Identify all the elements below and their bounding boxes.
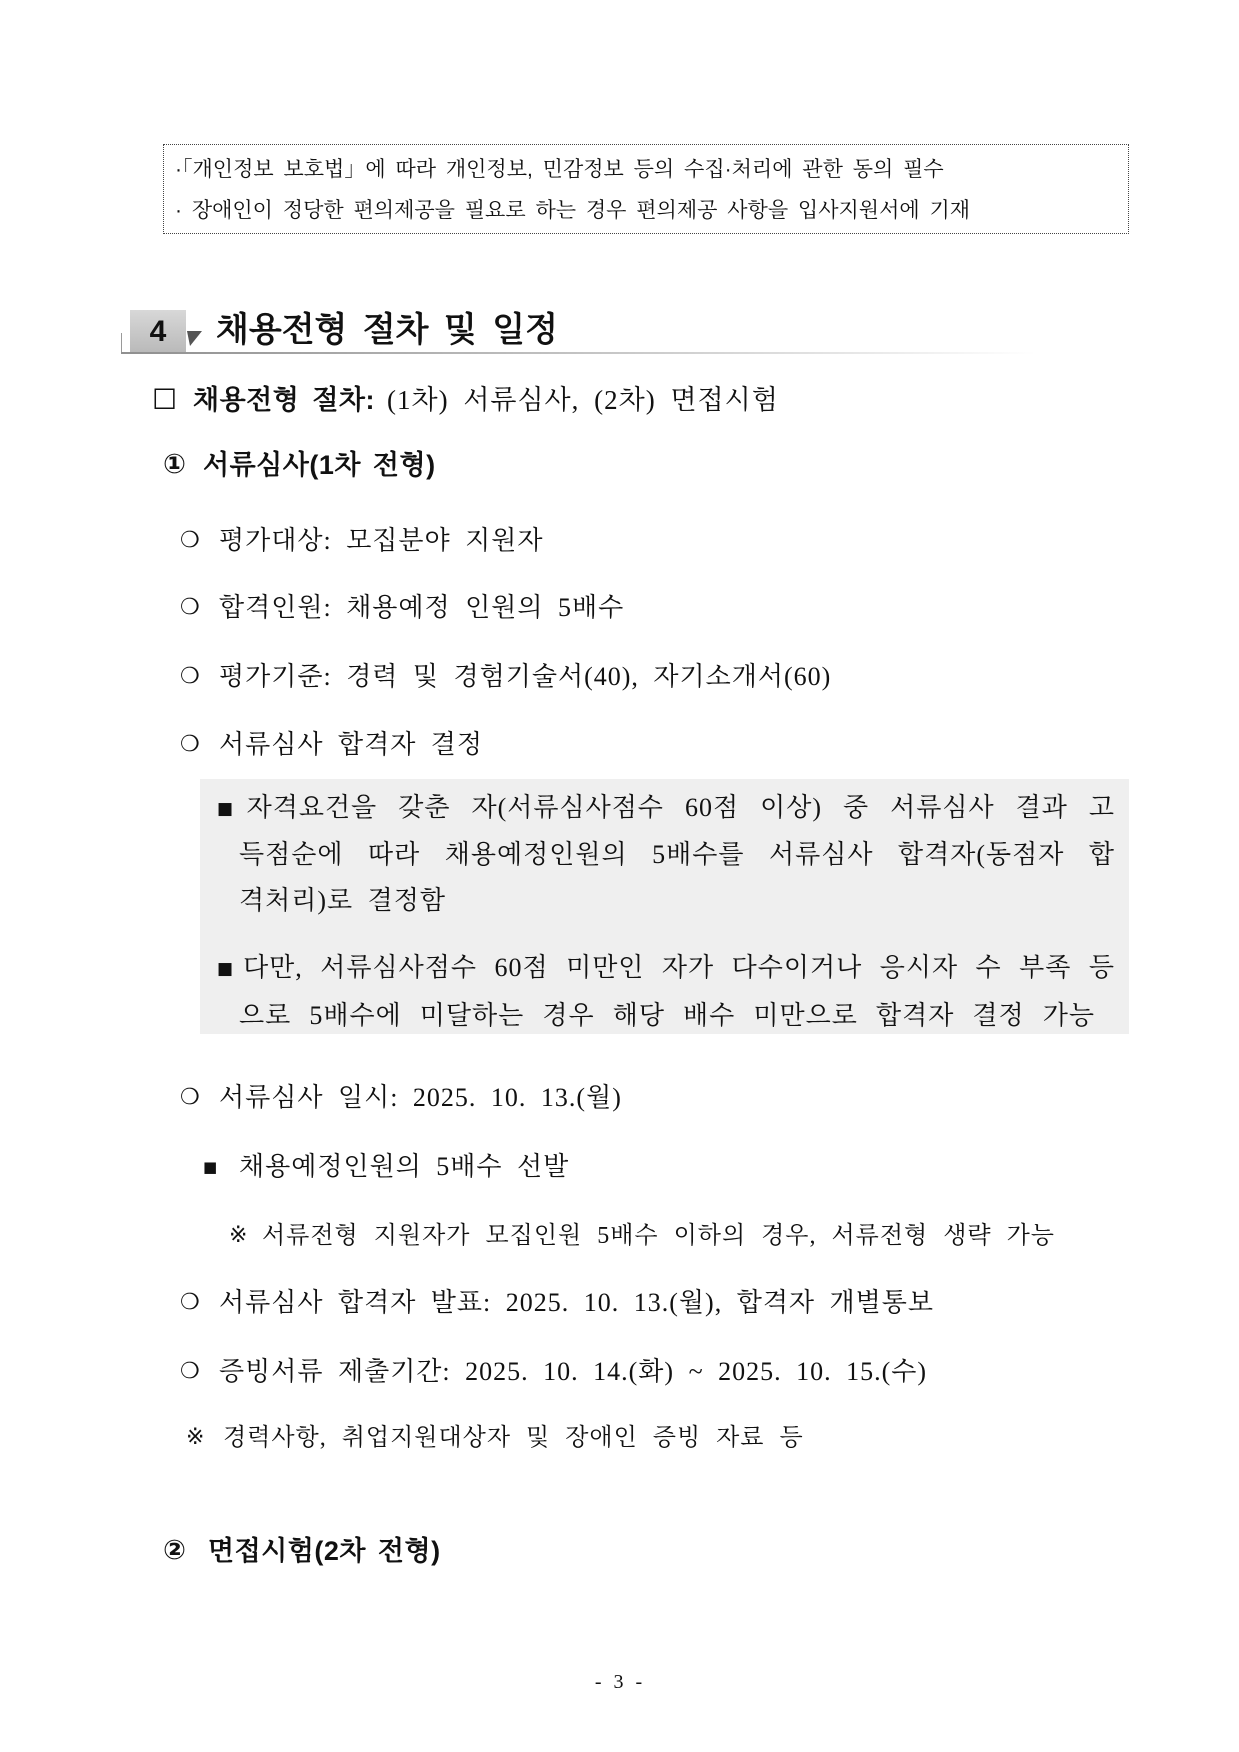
announcement-item bbox=[180, 1285, 934, 1321]
document-submission-item bbox=[180, 1354, 927, 1390]
section-header-bracket bbox=[121, 333, 122, 354]
evaluation-target-item bbox=[180, 523, 544, 559]
circled-number-two: ② bbox=[163, 1535, 187, 1566]
decision-detail-line: 격처리)로 결정함 bbox=[239, 886, 446, 915]
selection-text: 채용예정인원의 5배수 선발 bbox=[239, 1152, 570, 1181]
submission-note-text: 경력사항, 취업지원대상자 및 장애인 증빙 자료 등 bbox=[223, 1425, 804, 1451]
notice-line-privacy: ·「개인정보 보호법」에 따라 개인정보, 민감정보 등의 수집·처리에 관한 동의 필수 bbox=[175, 158, 944, 181]
reference-mark-icon: ※ bbox=[186, 1425, 205, 1450]
evaluation-target-text: 평가대상: 모집분야 지원자 bbox=[219, 526, 544, 555]
interview-title: 면접시험(2차 전형) bbox=[208, 1536, 441, 1566]
circle-bullet-icon: ❍ bbox=[180, 1290, 200, 1315]
section-underline bbox=[121, 352, 1036, 354]
decision-detail-line bbox=[217, 950, 1115, 986]
section-title: 채용전형 절차 및 일정 bbox=[216, 311, 558, 349]
decision-detail-box bbox=[200, 779, 1129, 1034]
circled-number-one: ① bbox=[163, 449, 187, 480]
square-bullet-icon: ■ bbox=[217, 959, 244, 979]
section-triangle-icon bbox=[187, 329, 203, 347]
document-submission-text: 증빙서류 제출기간: 2025. 10. 14.(화) ~ 2025. 10. 15.(수) bbox=[219, 1357, 928, 1386]
circle-bullet-icon: ❍ bbox=[180, 1085, 200, 1110]
square-bullet-icon: ■ bbox=[203, 1158, 218, 1176]
decision-detail-line: 으로 5배수에 미달하는 경우 해당 배수 미만으로 합격자 결정 가능 bbox=[239, 1001, 1095, 1030]
section-number-badge: 4 bbox=[130, 310, 186, 353]
circle-bullet-icon: ❍ bbox=[180, 1359, 200, 1384]
circle-bullet-icon: ❍ bbox=[180, 595, 200, 620]
decision-detail-text: 자격요건을 갖춘 자(서류심사점수 60점 이상) 중 서류심사 결과 고 bbox=[246, 793, 1115, 822]
selection-subitem bbox=[203, 1149, 569, 1185]
document-review-title: 서류심사(1차 전형) bbox=[203, 450, 436, 480]
notice-box bbox=[163, 144, 1129, 234]
pass-decision-item bbox=[180, 727, 483, 763]
pass-count-text: 합격인원: 채용예정 인원의 5배수 bbox=[219, 593, 625, 622]
pass-decision-text: 서류심사 합격자 결정 bbox=[219, 730, 484, 759]
procedure-value: (1차) 서류심사, (2차) 면접시험 bbox=[387, 385, 779, 415]
checkbox-icon: ☐ bbox=[152, 383, 178, 416]
interview-heading bbox=[163, 1533, 441, 1569]
announcement-text: 서류심사 합격자 발표: 2025. 10. 13.(월), 합격자 개별통보 bbox=[219, 1288, 935, 1317]
circle-bullet-icon: ❍ bbox=[180, 664, 200, 689]
evaluation-criteria-text: 평가기준: 경력 및 경험기술서(40), 자기소개서(60) bbox=[219, 662, 832, 691]
decision-detail-text: 다만, 서류심사점수 60점 미만인 자가 다수이거나 응시자 수 부족 등 bbox=[243, 953, 1115, 982]
circle-bullet-icon: ❍ bbox=[180, 732, 200, 757]
review-schedule-text: 서류심사 일시: 2025. 10. 13.(월) bbox=[219, 1083, 622, 1112]
notice-line-accommodation: · 장애인이 정당한 편의제공을 필요로 하는 경우 편의제공 사항을 입사지원서에 기재 bbox=[175, 199, 971, 222]
selection-note-text: 서류전형 지원자가 모집인원 5배수 이하의 경우, 서류전형 생략 가능 bbox=[262, 1223, 1055, 1249]
reference-mark-icon: ※ bbox=[229, 1223, 248, 1248]
evaluation-criteria-item bbox=[180, 659, 831, 695]
pass-count-item bbox=[180, 590, 624, 626]
circle-bullet-icon: ❍ bbox=[180, 528, 200, 553]
decision-detail-line bbox=[217, 790, 1115, 826]
procedure-line bbox=[152, 382, 779, 418]
document-review-heading bbox=[163, 447, 436, 483]
submission-note bbox=[186, 1420, 804, 1456]
procedure-label: 채용전형 절차: bbox=[193, 385, 375, 415]
review-schedule-item bbox=[180, 1080, 622, 1116]
selection-note bbox=[229, 1218, 1055, 1254]
page-number: - 3 - bbox=[594, 1671, 645, 1693]
square-bullet-icon: ■ bbox=[217, 799, 247, 819]
decision-detail-line: 득점순에 따라 채용예정인원의 5배수를 서류심사 합격자(동점자 합 bbox=[239, 840, 1115, 869]
